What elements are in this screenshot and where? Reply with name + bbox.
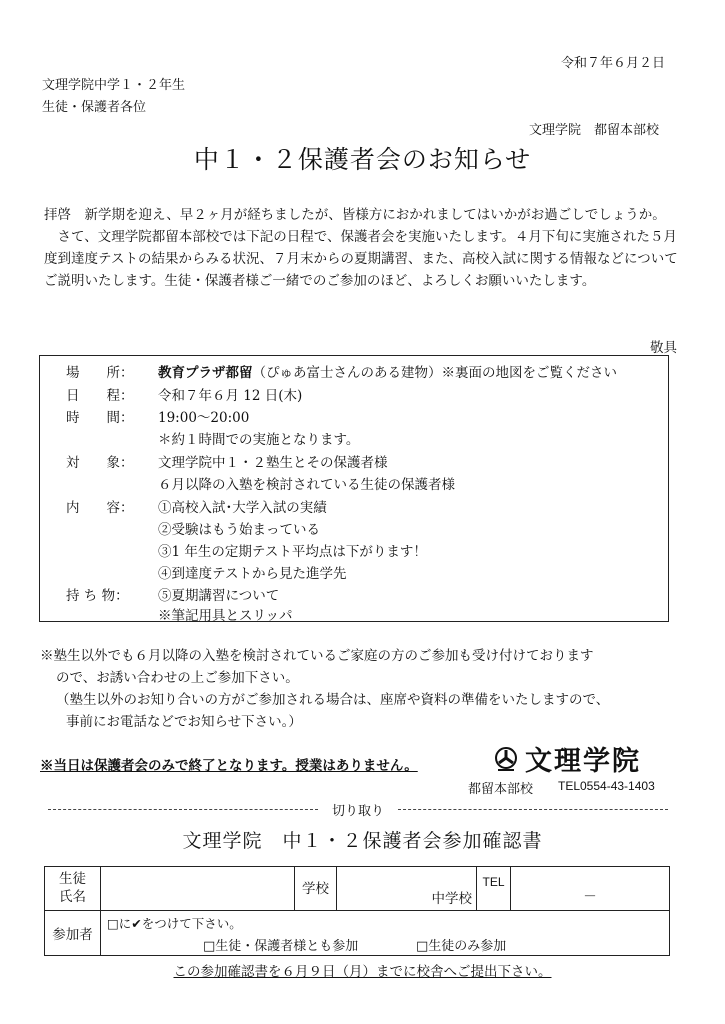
- date-label: 日 程：: [66, 388, 134, 404]
- note-2b: 事前にお電話などでお知らせ下さい。）: [66, 714, 302, 730]
- student-name-field[interactable]: [101, 867, 295, 911]
- place-detail: （ぴゅあ富士さんのある建物）※裏面の地図をご覧ください: [252, 365, 617, 381]
- main-paragraph: さて、文理学院都留本部校では下記の日程で、保護者会を実施いたします。４月下旬に実施された５月度到達度テストの結果からみる状況、７月末からの夏期講習、また、高校入試に関する情報などについてご説明いたします。生徒・保護者様ご一緒でのご参加のほど、よろしくお願いいたします。: [44, 229, 678, 289]
- time-row: [66, 406, 249, 426]
- name-label-cell: [45, 867, 101, 911]
- target-value-1: 文理学院中１・２塾生とその保護者様: [158, 455, 388, 471]
- note-1a: ※塾生以外でも６月以降の入塾を検討されているご家庭の方のご参加も受け付けております: [40, 648, 594, 664]
- page-title: 中１・２保護者会のお知らせ: [193, 145, 532, 174]
- content-row: [66, 496, 327, 516]
- bring-row: [66, 584, 279, 604]
- body-text: [44, 204, 684, 292]
- place-row: [66, 361, 617, 381]
- form-title: 文理学院 中１・２保護者会参加確認書: [182, 830, 543, 852]
- content-item: ①高校入試･大学入試の実績: [158, 500, 327, 516]
- closing-word: 敬具: [650, 340, 677, 356]
- branch-tel: TEL0554-43-1403: [558, 779, 655, 793]
- dashed-line: [398, 809, 668, 810]
- school-field[interactable]: [337, 867, 477, 911]
- name-label-line-2: 氏名: [59, 889, 86, 905]
- attend-options-cell: [101, 911, 670, 956]
- content-item: ②受験はもう始まっている: [158, 522, 320, 538]
- event-details-box: [39, 355, 669, 622]
- sender: 文理学院 都留本部校: [528, 123, 659, 138]
- logo-mark-icon: [493, 746, 519, 772]
- place-name: 教育プラザ都留: [158, 365, 253, 381]
- time-label: 時 間：: [66, 410, 134, 426]
- cut-line: [48, 800, 668, 819]
- content-item: ⑤夏期講習について: [158, 588, 280, 604]
- confirmation-form: [44, 866, 670, 956]
- recipient-line-2: 生徒・保護者各位: [42, 100, 147, 115]
- greeting-paragraph: 拝啓 新学期を迎え、早２ヶ月が経ちましたが、皆様方におかれましてはいかがお過ごしでしょうか。: [44, 207, 666, 223]
- attend-label: 参加者: [45, 911, 101, 956]
- tel-field[interactable]: [511, 867, 670, 911]
- recipient-line-1: 文理学院中学１・２年生: [42, 78, 186, 93]
- date-value: 令和７年６月 12 日(木): [158, 388, 303, 404]
- school-label: 学校: [295, 867, 337, 911]
- date-row: [66, 384, 302, 404]
- time-value: 19:00～20:00: [158, 410, 250, 426]
- note-2a: （塾生以外のお知り合いの方がご参加される場合は、座席や資料の準備をいたしますので、: [56, 692, 610, 708]
- issue-date: 令和７年６月２日: [560, 56, 665, 71]
- logo-text: 文理学院: [525, 746, 641, 777]
- time-note: ＊約１時間での実施となります。: [158, 432, 360, 448]
- place-label: 場 所：: [66, 365, 134, 381]
- note-1b: ので、お誘い合わせの上ご参加下さい。: [56, 670, 299, 686]
- dashed-line: [48, 809, 318, 810]
- name-label-line-1: 生徒: [59, 871, 86, 887]
- branch-name: 都留本部校: [468, 782, 534, 797]
- content-item: ③1 年生の定期テスト平均点は下がります！: [158, 544, 427, 560]
- notes: [40, 645, 680, 733]
- option-both-checkbox[interactable]: □生徒・保護者様とも参加: [203, 939, 359, 954]
- option-student-only-checkbox[interactable]: □生徒のみ参加: [416, 939, 507, 954]
- deadline-text: この参加確認書を６月９日（月）までに校舎へご提出下さい。: [173, 964, 552, 980]
- tel-dash: －: [583, 889, 597, 905]
- bring-value: ※筆記用具とスリッパ: [158, 608, 293, 624]
- school-suffix: 中学校: [431, 891, 472, 907]
- target-row: [66, 451, 388, 471]
- target-label: 対 象：: [66, 455, 134, 471]
- attend-instruction: □に✔をつけて下さい。: [107, 916, 242, 931]
- content-label: 内 容：: [66, 500, 134, 516]
- no-class-warning: ※当日は保護者会のみで終了となります。授業はありません。: [40, 758, 418, 774]
- cut-label: 切り取り: [332, 804, 385, 819]
- content-item: ④到達度テストから見た進学先: [158, 566, 347, 582]
- bring-label: 持 ち 物：: [66, 588, 129, 604]
- tel-label: TEL: [477, 867, 511, 911]
- school-logo: [493, 739, 641, 778]
- target-value-2: ６月以降の入塾を検討されている生徒の保護者様: [158, 477, 455, 493]
- submission-deadline: [0, 960, 725, 980]
